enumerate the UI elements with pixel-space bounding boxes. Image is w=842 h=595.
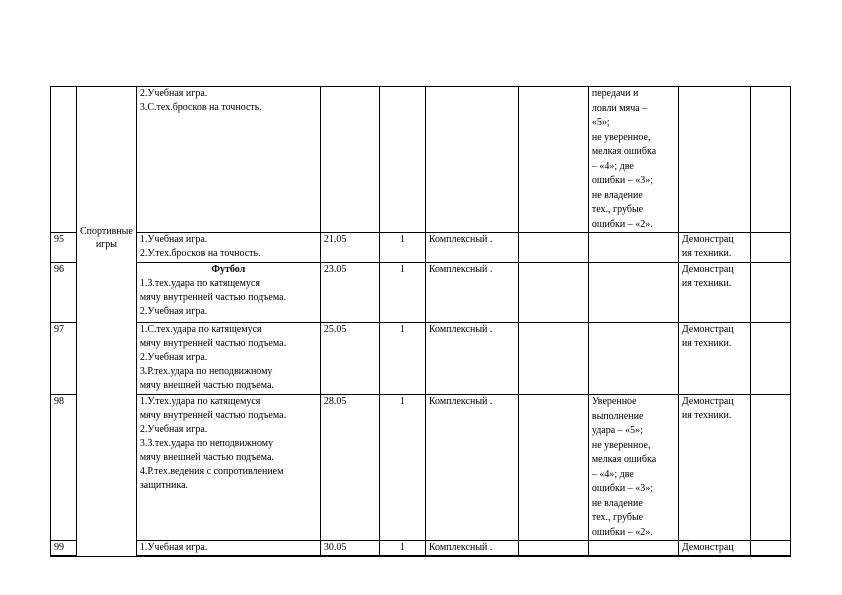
empty-cell [518, 323, 588, 395]
criteria-line: тех., грубые [591, 512, 644, 523]
lesson-content-line: 3.С.тех.бросков на точность. [139, 102, 262, 113]
lesson-content-line: 2.У.тех.бросков на точность. [139, 248, 261, 259]
method-line: Демонстрац [681, 324, 734, 335]
lesson-content-cell [136, 395, 320, 541]
criteria-line: Уверенное [591, 396, 637, 407]
lesson-content-line: 2.Учебная игра. [139, 306, 208, 317]
criteria-line: «5»; [591, 117, 610, 128]
lesson-content-line: 2.Учебная игра. [139, 424, 208, 435]
table-row [51, 323, 791, 395]
lesson-type-cell: Комплексный . [425, 395, 518, 541]
method-line: Демонстрац [681, 234, 734, 245]
lesson-number-cell: 97 [51, 323, 77, 395]
section-label: Спортивные игры [80, 226, 133, 250]
lesson-type-cell: Комплексный . [425, 233, 518, 263]
lesson-content-line: мячу внешней частью подъема. [139, 380, 274, 391]
criteria-line: удара – «5»; [591, 425, 643, 436]
date-cell [320, 87, 379, 233]
lesson-type-cell: Комплексный . [425, 541, 518, 557]
empty-cell [518, 233, 588, 263]
date-cell: 28.05 [320, 395, 379, 541]
method-line: ия техники. [681, 338, 732, 349]
date-cell: 21.05 [320, 233, 379, 263]
lesson-number-cell: 95 [51, 233, 77, 263]
lesson-content-line: 3.З.тех.удара по неподвижному [139, 438, 274, 449]
hours-cell: 1 [379, 541, 425, 557]
criteria-line: не владение [591, 189, 643, 201]
method-line: Демонстрац [681, 396, 734, 407]
empty-cell [750, 395, 790, 541]
criteria-line: ошибки – «3»; [591, 483, 653, 494]
lesson-number-cell: 99 [51, 541, 77, 557]
criteria-line: – «4»; две [591, 468, 634, 480]
lesson-content-cell [136, 87, 320, 233]
table-row [51, 263, 791, 323]
criteria-line: ошибки – «2». [591, 526, 653, 538]
table-row [51, 541, 791, 557]
empty-cell [518, 541, 588, 557]
empty-cell [750, 87, 790, 233]
method-cell [678, 541, 750, 557]
lesson-content-line: мячу внутренней частью подъема. [139, 338, 287, 349]
hours-cell: 1 [379, 233, 425, 263]
criteria-line: не уверенное, [591, 131, 651, 143]
empty-cell [518, 395, 588, 541]
lesson-content-line: 2.Учебная игра. [139, 88, 208, 99]
lesson-type-cell: Комплексный . [425, 323, 518, 395]
date-cell: 25.05 [320, 323, 379, 395]
empty-cell [518, 263, 588, 323]
method-cell [678, 263, 750, 323]
criteria-line: – «4»; две [591, 160, 634, 172]
lesson-content-cell [136, 263, 320, 323]
criteria-cell [588, 395, 678, 541]
hours-cell [379, 87, 425, 233]
hours-cell: 1 [379, 323, 425, 395]
empty-cell [750, 541, 790, 557]
method-line: ия техники. [681, 278, 732, 289]
criteria-line: ошибки – «2». [591, 218, 653, 230]
criteria-cell [588, 233, 678, 263]
date-cell: 23.05 [320, 263, 379, 323]
empty-cell [518, 87, 588, 233]
criteria-line: передачи и [591, 88, 639, 99]
table-row [51, 395, 791, 541]
lesson-content-line: мячу внешней частью подъема. [139, 452, 274, 463]
lesson-content-line: 1.С.тех.удара по катящемуся [139, 324, 262, 335]
method-line: ия техники. [681, 248, 732, 259]
lesson-content-cell [136, 323, 320, 395]
lesson-content-cell [136, 233, 320, 263]
sport-heading: Футбол [211, 264, 246, 275]
lesson-content-line: 1.Учебная игра. [139, 234, 208, 245]
criteria-line: тех., грубые [591, 204, 644, 215]
method-line: ия техники. [681, 410, 732, 421]
table-row [51, 233, 791, 263]
method-cell [678, 87, 750, 233]
criteria-line: не уверенное, [591, 439, 651, 451]
lesson-content-line: мячу внутренней частью подъема. [139, 410, 287, 421]
method-line: Демонстрац [681, 264, 734, 275]
lesson-type-cell: Комплексный . [425, 263, 518, 323]
criteria-line: ошибки – «3»; [591, 175, 653, 186]
method-cell [678, 395, 750, 541]
criteria-line: выполнение [591, 410, 644, 422]
lesson-content-cell [136, 541, 320, 557]
lesson-content-line: 1.З.тех.удара по катящемуся [139, 278, 260, 289]
criteria-cell [588, 323, 678, 395]
criteria-line: ловли мяча – [591, 102, 648, 114]
method-line: Демонстрац [681, 542, 734, 553]
lesson-number-cell [51, 87, 77, 233]
section-cell [77, 87, 137, 557]
lesson-content-line: мячу внутренней частью подъема. [139, 292, 287, 303]
method-cell [678, 323, 750, 395]
lesson-content-line: защитника. [139, 480, 189, 491]
empty-cell [750, 323, 790, 395]
hours-cell: 1 [379, 395, 425, 541]
lesson-number-cell: 96 [51, 263, 77, 323]
empty-cell [750, 263, 790, 323]
hours-cell: 1 [379, 263, 425, 323]
criteria-cell [588, 541, 678, 557]
empty-cell [750, 233, 790, 263]
lesson-type-cell [425, 87, 518, 233]
date-cell: 30.05 [320, 541, 379, 557]
lesson-content-line: 1.Учебная игра. [139, 542, 208, 553]
method-cell [678, 233, 750, 263]
criteria-line: мелкая ошибка [591, 146, 657, 157]
table-row-continued [51, 87, 791, 233]
criteria-cell [588, 87, 678, 233]
criteria-cell [588, 263, 678, 323]
criteria-line: мелкая ошибка [591, 454, 657, 465]
lesson-content-line: 1.У.тех.удара по катящемуся [139, 396, 261, 407]
lesson-plan-table [50, 86, 791, 557]
lesson-number-cell: 98 [51, 395, 77, 541]
lesson-content-line: 2.Учебная игра. [139, 352, 208, 363]
criteria-line: не владение [591, 497, 643, 509]
lesson-content-line: 4.Р.тех.ведения с сопротивлением [139, 466, 284, 477]
lesson-content-line: 3.Р.тех.удара по неподвижному [139, 366, 273, 377]
